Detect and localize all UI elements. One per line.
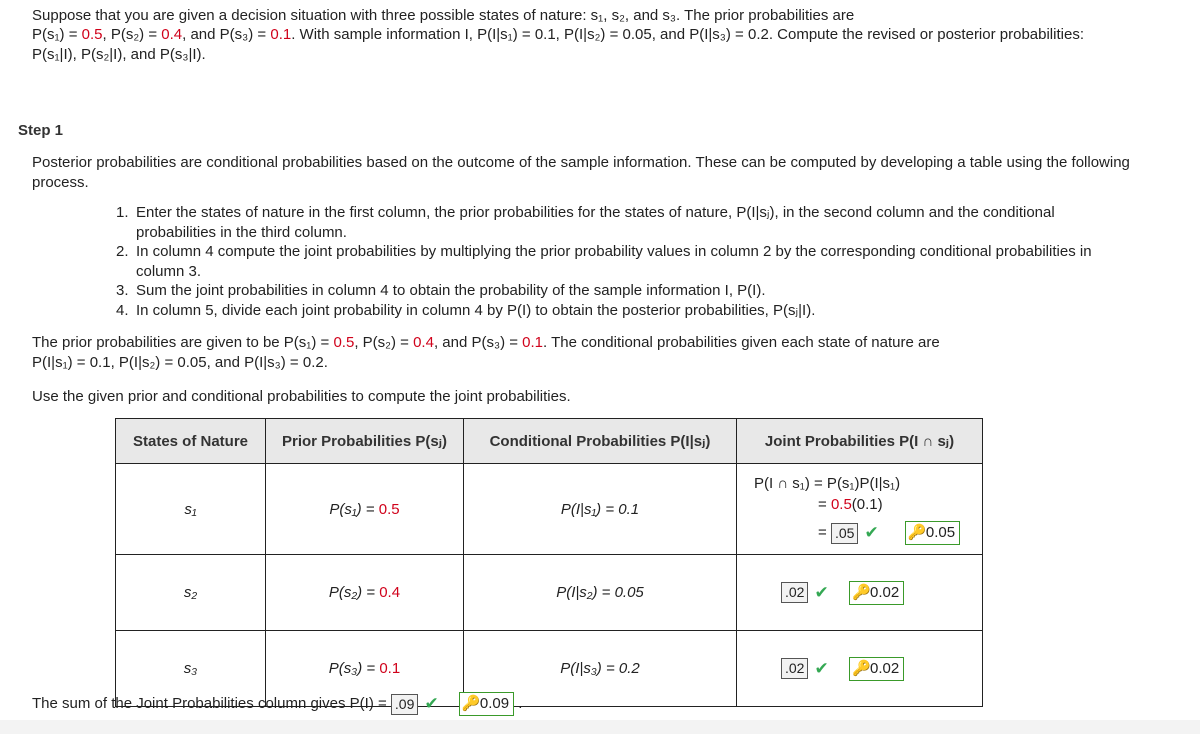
correct-answer-box: 🔑0.05	[905, 521, 960, 545]
prior-cell: P(s₁) = 0.5	[266, 464, 464, 555]
step-title: Step 1	[18, 122, 64, 139]
given-line-1: The prior probabilities are given to be P(s₁) = 0.5, P(s₂) = 0.4, and P(s₃) = 0.1. The conditional probabilities given each state of nature are	[32, 334, 940, 351]
prior-cell: P(s₃) = 0.1	[266, 631, 464, 707]
conditional-cell: P(I|s₁) = 0.1	[464, 464, 737, 555]
joint-cell	[737, 631, 983, 707]
process-item: 4. In column 5, divide each joint probability in column 4 by P(I) to obtain the posterior probabilities, P(sⱼ|I).	[116, 301, 816, 319]
answer-input[interactable]: .02	[781, 658, 808, 679]
joint-answer-line: = .05 ✔ 🔑0.05	[818, 521, 960, 545]
check-icon: ✔	[814, 582, 829, 602]
table-row	[116, 464, 983, 555]
step-intro-line-2: process.	[32, 174, 89, 191]
sum-line: The sum of the Joint Probabilities column gives P(I) = .09 ✔ 🔑0.09 .	[32, 692, 522, 716]
conditional-cell: P(I|s₃) = 0.2	[464, 631, 737, 707]
prior-cell: P(s₂) = 0.4	[266, 555, 464, 631]
key-icon: 🔑	[851, 583, 871, 601]
table-row	[116, 555, 983, 631]
given-line-2: P(I|s₁) = 0.1, P(I|s₂) = 0.05, and P(I|s₃) = 0.2.	[32, 354, 328, 371]
instruction-text: Use the given prior and conditional probabilities to compute the joint probabilities.	[32, 388, 571, 405]
state-cell: s₁	[116, 464, 266, 555]
process-item: 1. Enter the states of nature in the first column, the prior probabilities for the states of nature, P(I|sⱼ), in the second column and the conditional probabilities in the third column.	[116, 204, 1055, 241]
state-cell: s₂	[116, 555, 266, 631]
header-joint: Joint Probabilities P(I ∩ sⱼ)	[737, 419, 983, 464]
problem-line-3: P(s₁|I), P(s₂|I), and P(s₃|I).	[32, 46, 206, 63]
table-header-row	[116, 419, 983, 464]
conditional-cell: P(I|s₂) = 0.05	[464, 555, 737, 631]
answer-input[interactable]: .05	[831, 523, 858, 544]
correct-answer-box: 🔑0.02	[849, 657, 904, 681]
joint-cell	[737, 464, 983, 555]
correct-answer-box: 🔑0.02	[849, 581, 904, 605]
joint-formula-line-2: = 0.5(0.1)	[818, 496, 883, 513]
key-icon: 🔑	[461, 695, 481, 713]
process-item: 3. Sum the joint probabilities in column 4 to obtain the probability of the sample information I, P(I).	[116, 282, 766, 299]
step-intro-line-1: Posterior probabilities are conditional probabilities based on the outcome of the sample information. These can be computed by developing a table using the following	[32, 154, 1130, 171]
process-list	[116, 203, 1092, 320]
joint-cell	[737, 555, 983, 631]
state-cell: s₃	[116, 631, 266, 707]
key-icon: 🔑	[851, 659, 871, 677]
check-icon: ✔	[424, 694, 439, 714]
bottom-bar	[0, 720, 1200, 734]
header-prior: Prior Probabilities P(sⱼ)	[266, 419, 464, 464]
check-icon: ✔	[814, 658, 829, 678]
header-states: States of Nature	[116, 419, 266, 464]
header-conditional: Conditional Probabilities P(I|sⱼ)	[464, 419, 737, 464]
check-icon: ✔	[864, 523, 879, 542]
joint-formula-line-1: P(I ∩ s₁) = P(s₁)P(I|s₁)	[754, 475, 901, 492]
key-icon: 🔑	[907, 524, 927, 541]
problem-line-1: Suppose that you are given a decision situation with three possible states of nature: s₁, s₂, and s₃. The prior probabilities are	[32, 7, 855, 24]
answer-input[interactable]: .02	[781, 582, 808, 603]
joint-probability-table	[115, 418, 983, 707]
sum-answer-input[interactable]: .09	[391, 694, 418, 715]
problem-line-2: P(s₁) = 0.5, P(s₂) = 0.4, and P(s₃) = 0.1. With sample information I, P(I|s₁) = 0.1, P(I|s₂) = 0.05, and P(I|s₃) = 0.2. Compute the revised or posterior probabilities:	[32, 26, 1084, 43]
process-item: 2. In column 4 compute the joint probabilities by multiplying the prior probability values in column 2 by the corresponding conditional probabilities in column 3.	[116, 243, 1092, 280]
correct-answer-box: 🔑0.09	[459, 692, 514, 716]
